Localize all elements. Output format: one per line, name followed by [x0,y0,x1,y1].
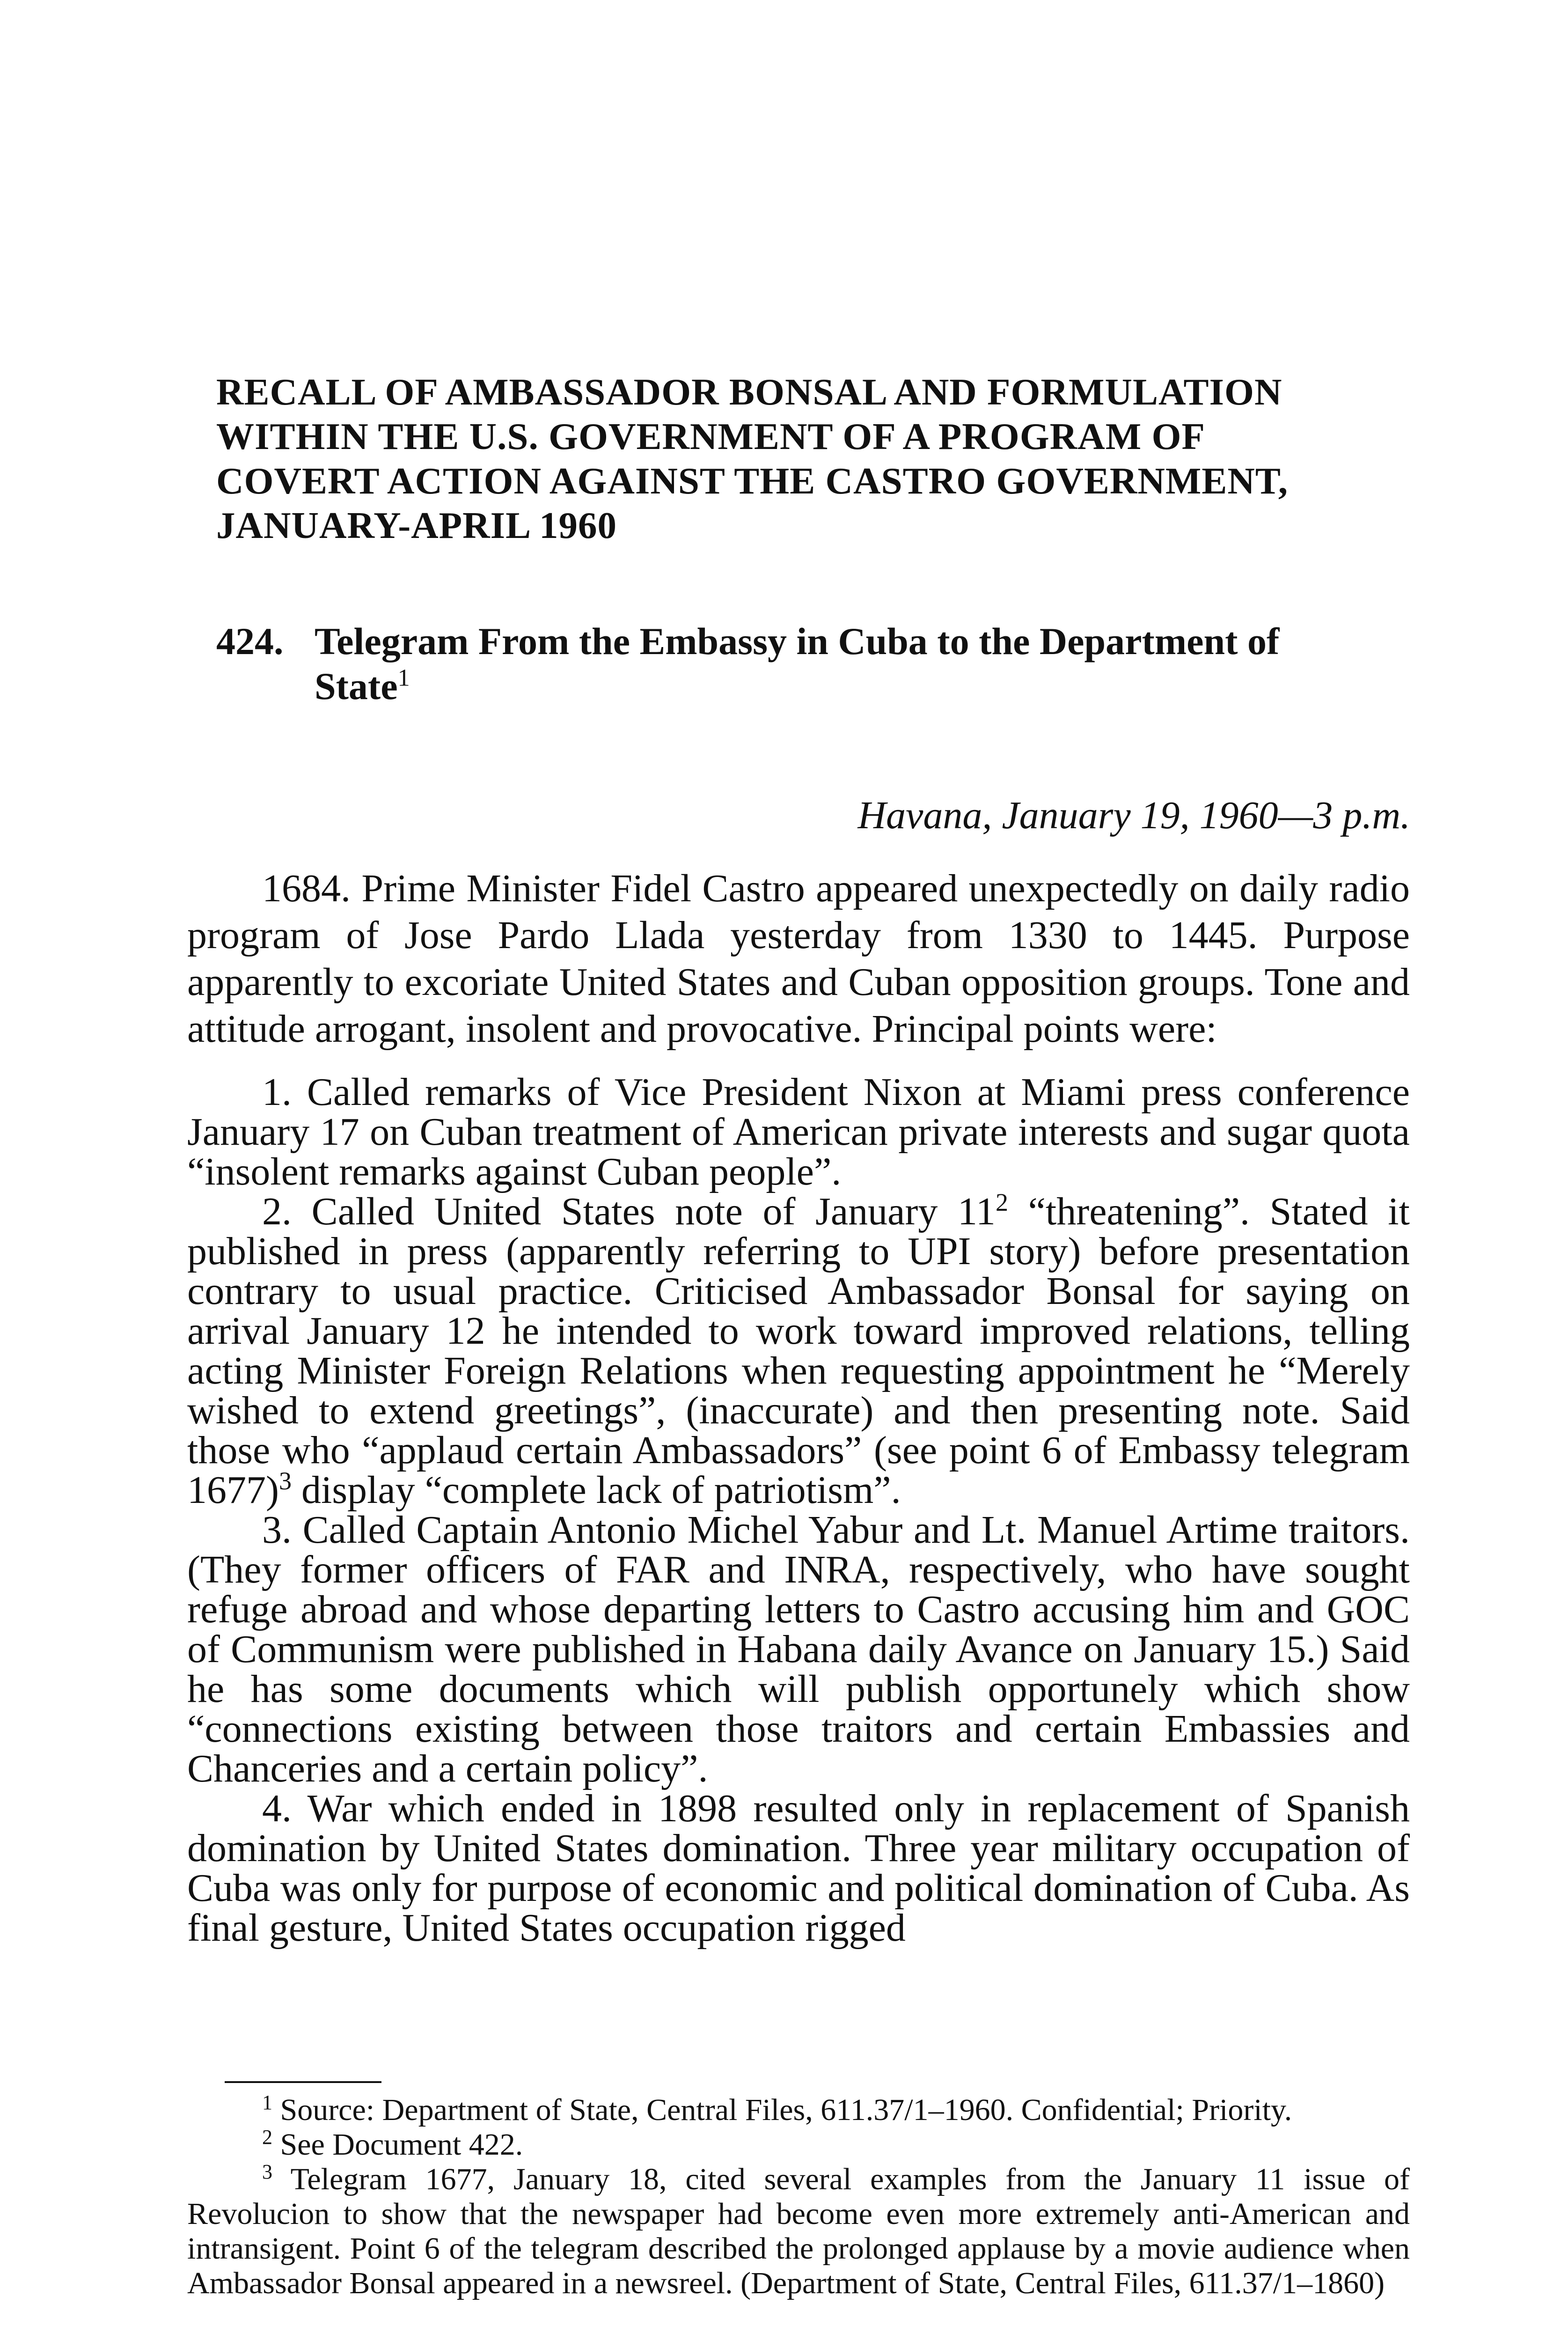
footnote-text: Source: Department of State, Central Files, 611.37/1–1960. Confidential; Priority. [280,2093,1292,2127]
document-title-line-1: Telegram From the Embassy in Cuba to the Department of [315,620,1280,663]
point-2-text-a: 2. Called United States note of January 11 [262,1190,996,1233]
footnote-number: 3 [262,2160,272,2183]
section-title [216,370,1410,548]
footnote [187,2162,1410,2301]
section-title-line: RECALL OF AMBASSADOR BONSAL AND FORMULATION [216,371,1282,413]
body-paragraph-point-3: 3. Called Captain Antonio Michel Yabur and Lt. Manuel Artime traitors. (They former officers of FAR and INRA, respectively, who have sought refuge abroad and whose departing letters to Castro accusing him and GOC of Communism were published in Habana daily Avance on January 15.) Said he has some documents which will publish opportunely which show “connections existing between those traitors and certain Embassies and Chanceries and a certain policy”. [187,1508,1410,1790]
section-title-line: JANUARY-APRIL 1960 [216,504,617,546]
footnote-marker: 1 [397,664,410,692]
body-paragraph-lead: 1684. Prime Minister Fidel Castro appeared unexpectedly on daily radio program of Jose Pardo Llada yesterday from 1330 to 1445. Purpose apparently to excoriate United States and Cuban opposition groups. Tone and attitude arrogant, insolent and provocative. Principal points were: [187,867,1410,1051]
section-title-line: WITHIN THE U.S. GOVERNMENT OF A PROGRAM OF [216,415,1205,457]
telegram-body [187,865,1410,1948]
footnote-number: 2 [262,2126,272,2149]
point-2-text-c: display “complete lack of patriotism”. [291,1468,901,1512]
footnote-text: See Document 422. [280,2128,523,2162]
document-title [315,619,1414,709]
footnote-divider [225,2081,381,2083]
document-heading [216,619,1414,709]
footnote-text: Telegram 1677, January 18, cited several examples from the January 11 issue of Revolucion to show that the newspaper had become even more extremely anti-American and intransigent. Point 6 of the telegram described the prolonged applause by a movie audience when Ambassador Bonsal appeared in a newsreel. (Department of State, Central Files, 611.37/1–1860) [187,2162,1410,2300]
footnote-number: 1 [262,2091,272,2114]
document-number: 424. [216,620,284,663]
footnote [187,2128,1410,2162]
document-title-line-2: State [315,665,398,707]
body-paragraph-point-1: 1. Called remarks of Vice President Nixon at Miami press conference January 17 on Cuban treatment of American private interests and sugar quota “insolent remarks against Cuban people”. [187,1070,1410,1193]
body-paragraph-point-4: 4. War which ended in 1898 resulted only in replacement of Spanish domination by United States domination. Three year military occupation of Cuba was only for purpose of economic and political domination of Cuba. As final gesture, United States occupation rigged [187,1787,1410,1950]
footnote-marker: 2 [995,1188,1008,1216]
dateline: Havana, January 19, 1960—3 p.m. [857,794,1410,837]
body-paragraph-point-2 [187,1188,1410,1512]
footnote [187,2093,1410,2128]
section-title-line: COVERT ACTION AGAINST THE CASTRO GOVERNMENT, [216,460,1289,502]
footnote-marker: 3 [278,1467,292,1495]
point-2-text-b: “threatening”. Stated it published in press (apparently referring to UPI story) before presentation contrary to usual practice. Criticised Ambassador Bonsal for saying on arrival January 12 he intended to work toward improved relations, telling acting Minister Foreign Relations when requesting appointment he “Merely wished to extend greetings”, (inaccurate) and then presenting note. Said those who “applaud certain Ambassadors” (see point 6 of Embassy telegram 1677) [187,1190,1410,1512]
footnotes [187,2093,1410,2301]
